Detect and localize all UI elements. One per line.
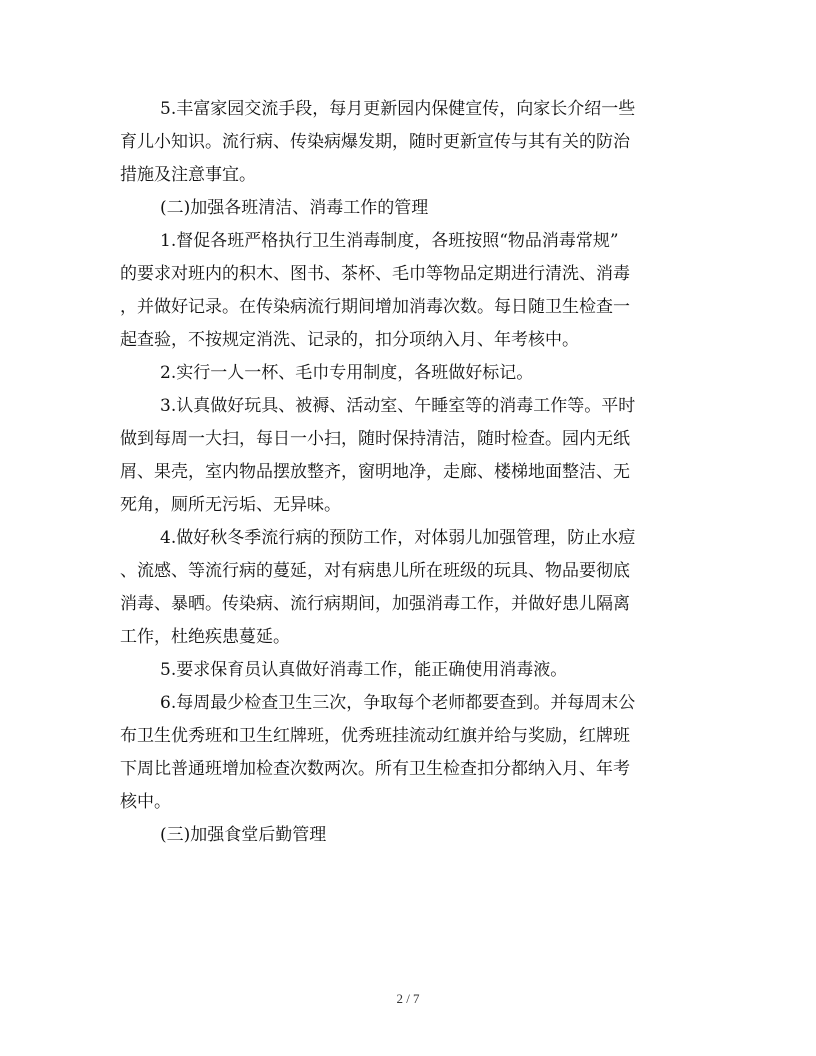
text-line: 死角，厕所无污垢、无异味。 — [120, 495, 341, 515]
text-line: 、流感、等流行病的蔓延，对有病患儿所在班级的玩具、物品要彻底 — [120, 561, 630, 581]
text-line: ，并做好记录。在传染病流行期间增加消毒次数。每日随卫生检查一 — [120, 297, 630, 317]
text-line: 消毒、暴晒。传染病、流行病期间，加强消毒工作，并做好患儿隔离 — [120, 594, 630, 614]
text-line: 5.丰富家园交流手段，每月更新园内保健宣传，向家长介绍一些 — [160, 99, 636, 119]
text-line: 核中。 — [120, 792, 171, 812]
text-line: 做到每周一大扫，每日一小扫，随时保持清洁，随时检查。园内无纸 — [120, 429, 630, 449]
page-number: 2 / 7 — [396, 991, 420, 1006]
paragraph — [120, 225, 696, 357]
text-line: 下周比普通班增加检查次数两次。所有卫生检查扣分都纳入月、年考 — [120, 759, 630, 779]
paragraph — [120, 522, 696, 654]
text-line: 布卫生优秀班和卫生红牌班，优秀班挂流动红旗并给与奖励，红牌班 — [120, 726, 630, 746]
paragraph — [120, 93, 696, 192]
text-line: 1.督促各班严格执行卫生消毒制度，各班按照“物品消毒常规” — [160, 231, 619, 251]
document-body — [120, 93, 696, 852]
paragraph — [120, 687, 696, 819]
text-line: 起查验，不按规定消洗、记录的，扣分项纳入月、年考核中。 — [120, 330, 579, 350]
text-line: 育儿小知识。流行病、传染病爆发期，随时更新宣传与其有关的防治 — [120, 132, 630, 152]
text-line: 5.要求保育员认真做好消毒工作，能正确使用消毒液。 — [160, 660, 568, 680]
paragraph — [120, 654, 696, 687]
text-line: 6.每周最少检查卫生三次，争取每个老师都要查到。并每周末公 — [160, 693, 636, 713]
paragraph — [120, 357, 696, 390]
text-line: 2.实行一人一杯、毛巾专用制度，各班做好标记。 — [160, 363, 534, 383]
section-heading — [120, 819, 696, 852]
paragraph — [120, 390, 696, 522]
text-line: 工作，杜绝疾患蔓延。 — [120, 627, 290, 647]
text-line: 措施及注意事宜。 — [120, 165, 256, 185]
text-line: 4.做好秋冬季流行病的预防工作，对体弱儿加强管理，防止水痘 — [160, 528, 636, 548]
text-line: 屑、果壳，室内物品摆放整齐，窗明地净，走廊、楼梯地面整洁、无 — [120, 462, 630, 482]
text-line: 的要求对班内的积木、图书、茶杯、毛巾等物品定期进行清洗、消毒 — [120, 264, 630, 284]
section-heading — [120, 192, 696, 225]
text-line: (二)加强各班清洁、消毒工作的管理 — [160, 198, 429, 218]
text-line: (三)加强食堂后勤管理 — [160, 825, 327, 845]
text-line: 3.认真做好玩具、被褥、活动室、午睡室等的消毒工作等。平时 — [160, 396, 636, 416]
